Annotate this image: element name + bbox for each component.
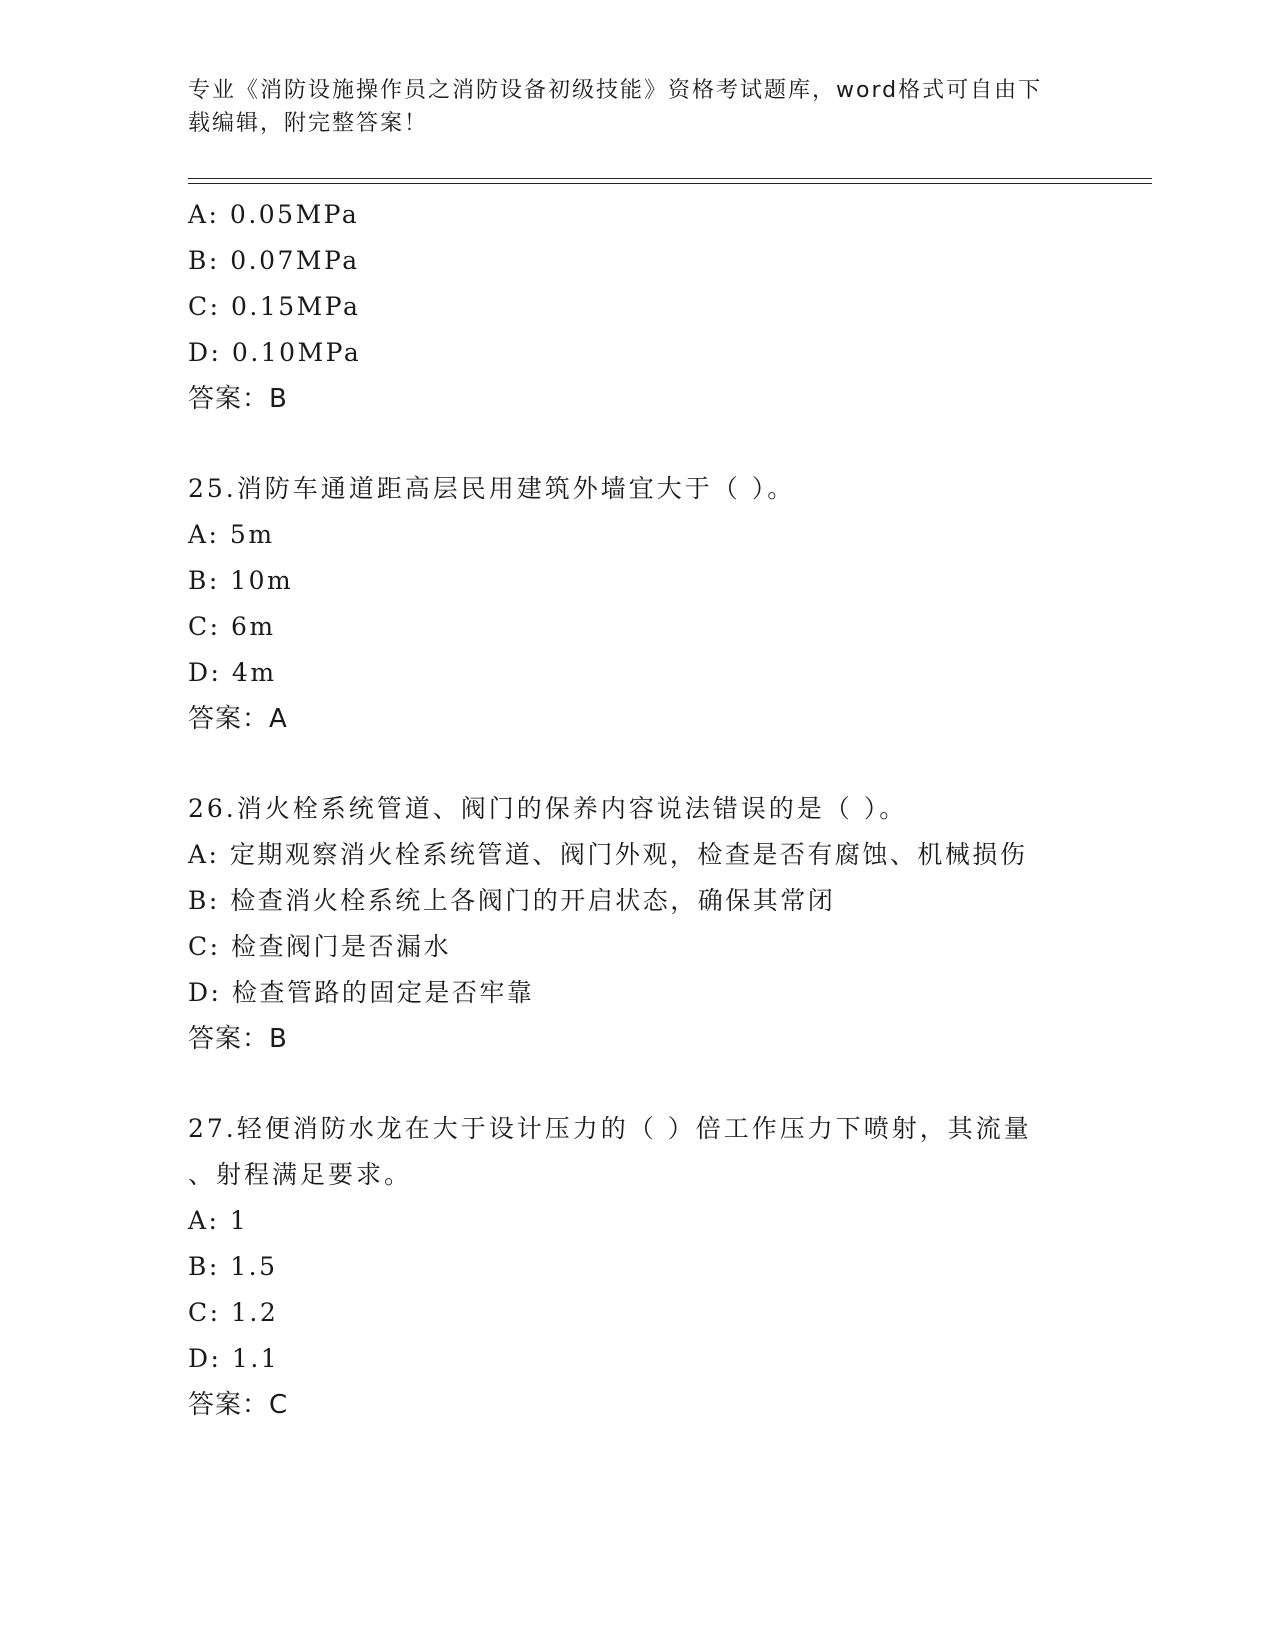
option-b: B: 检查消火栓系统上各阀门的开启状态，确保其常闭 <box>188 886 836 915</box>
answer-label: 答案：B <box>188 1024 288 1054</box>
option-c: C: 6m <box>188 612 276 641</box>
option-d: D: 0.10MPa <box>188 338 362 367</box>
option-a: A: 定期观察消火栓系统管道、阀门外观，检查是否有腐蚀、机械损伤 <box>188 840 1028 869</box>
header-divider-bottom <box>188 183 1152 184</box>
option-a: A: 5m <box>188 520 275 549</box>
question-stem-line-2: 、射程满足要求。 <box>188 1160 413 1189</box>
question-stem: 26.消火栓系统管道、阀门的保养内容说法错误的是（ ）。 <box>188 794 908 823</box>
option-c: C: 检查阀门是否漏水 <box>188 932 451 961</box>
question-list <box>188 192 1128 1428</box>
question-24-continued <box>188 192 1128 422</box>
option-a: A: 0.05MPa <box>188 200 360 229</box>
option-c: C: 0.15MPa <box>188 292 361 321</box>
answer-label: 答案：C <box>188 1390 289 1420</box>
header-line-2: 载编辑，附完整答案！ <box>188 111 429 136</box>
header-divider-top <box>188 178 1152 179</box>
option-b: B: 10m <box>188 566 294 595</box>
question-27 <box>188 1106 1128 1428</box>
question-25 <box>188 466 1128 742</box>
option-c: C: 1.2 <box>188 1298 279 1327</box>
header-line-1: 专业《消防设施操作员之消防设备初级技能》资格考试题库，word格式可自由下 <box>188 78 1043 103</box>
option-d: D: 1.1 <box>188 1344 280 1373</box>
question-stem: 25.消防车通道距高层民用建筑外墙宜大于（ ）。 <box>188 474 796 503</box>
question-stem-line-1: 27.轻便消防水龙在大于设计压力的（ ）倍工作压力下喷射，其流量 <box>188 1114 1032 1143</box>
option-b: B: 0.07MPa <box>188 246 360 275</box>
document-header <box>188 74 1088 140</box>
option-a: A: 1 <box>188 1206 249 1235</box>
option-d: D: 4m <box>188 658 277 687</box>
option-b: B: 1.5 <box>188 1252 278 1281</box>
option-d: D: 检查管路的固定是否牢靠 <box>188 978 535 1007</box>
question-26 <box>188 786 1128 1062</box>
answer-label: 答案：A <box>188 704 288 734</box>
answer-label: 答案：B <box>188 384 288 414</box>
